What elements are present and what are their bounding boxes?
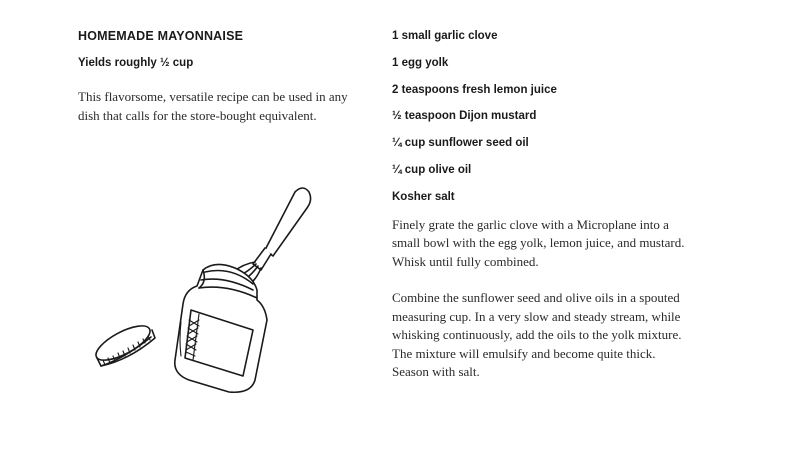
ingredient-item: 1 small garlic clove bbox=[392, 30, 498, 42]
method-step: Combine the sunflower seed and olive oils in a spouted measuring cup. In a very slow and steady stream, while whisking continuously, add the oils to the yolk mixture. The mixture will emulsify and become quite thick. Season with salt. bbox=[392, 290, 682, 380]
recipe-title: HOMEMADE MAYONNAISE bbox=[78, 29, 244, 43]
recipe-yield: Yields roughly ½ cup bbox=[78, 57, 194, 69]
ingredient-list bbox=[392, 28, 702, 205]
ingredient-item: ¼ cup sunflower seed oil bbox=[392, 137, 529, 150]
method-step: Finely grate the garlic clove with a Microplane into a small bowl with the egg yolk, lemon juice, and mustard. Whisk until fully combined. bbox=[392, 216, 685, 269]
ingredient-item: ½ teaspoon Dijon mustard bbox=[392, 110, 537, 123]
ingredient-item: ¼ cup olive oil bbox=[392, 163, 472, 176]
ingredient-item: Kosher salt bbox=[392, 190, 455, 203]
recipe-body bbox=[392, 28, 702, 382]
jar-with-whisk-and-lid-icon bbox=[85, 180, 325, 400]
ingredient-item: 1 egg yolk bbox=[392, 56, 449, 69]
jar-lid-icon bbox=[91, 319, 155, 367]
recipe-header bbox=[78, 28, 378, 138]
ingredient-item: 2 teaspoons fresh lemon juice bbox=[392, 83, 557, 96]
jar-icon bbox=[175, 264, 267, 392]
recipe-intro: This flavorsome, versatile recipe can be used in any dish that calls for the store-bought equivalent. bbox=[78, 89, 348, 123]
